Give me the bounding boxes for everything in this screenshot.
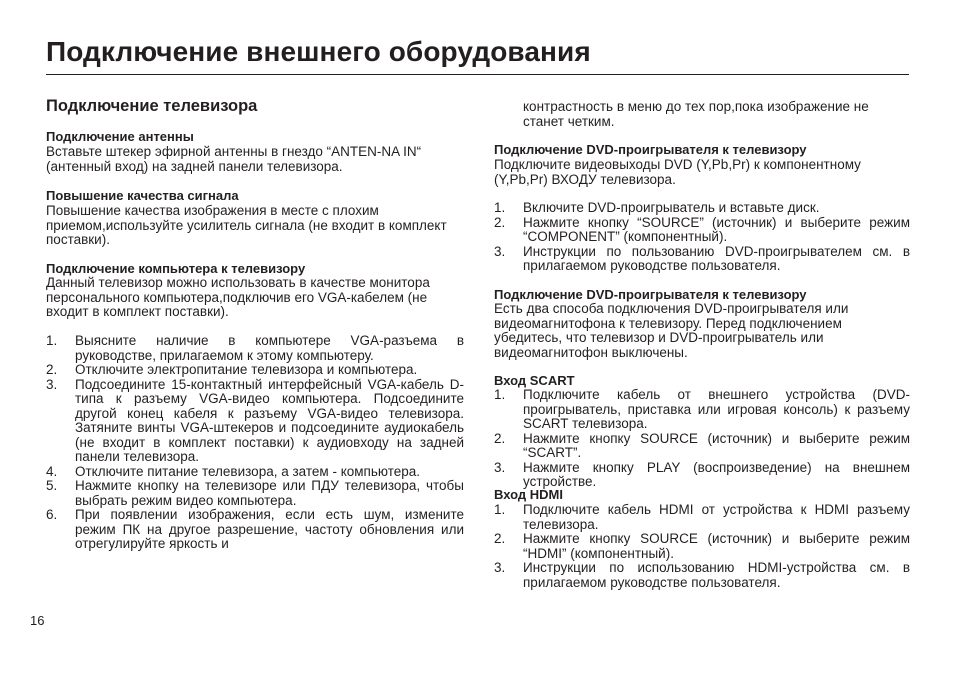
paragraph-dvd-ways: Есть два способа подключения DVD-проигрывателя или видеомагнитофона к телевизору. Перед подключением убедитесь, что телевизор и DVD-проигрыватель или видеомагнитофон выключены.: [494, 301, 849, 360]
list-item: [494, 503, 910, 532]
title-divider: [46, 74, 909, 75]
list-text: Отключите питание телевизора, а затем - компьютера.: [75, 463, 421, 479]
paragraph-signal: Повышение качества изображения в месте с плохим приемом,используйте усилитель сигнала (не входит в комплект поставки).: [46, 203, 447, 247]
list-number: 3.: [494, 243, 506, 259]
list-text: Инструкции по использованию HDMI-устройства см. в прилагаемом руководстве пользователя.: [523, 560, 910, 590]
list-text: Отключите электропитание телевизора и компьютера.: [75, 362, 418, 377]
list-text: Подключите кабель от внешнего устройства (DVD-проигрыватель, приставка или игровая консоль) к разъему SCART телевизора.: [523, 387, 910, 431]
list-item: [46, 378, 464, 465]
list-item: [494, 201, 910, 216]
list-item: [494, 432, 910, 461]
list-item: [46, 508, 464, 552]
heading-dvd-ways: Подключение DVD-проигрывателя к телевизору: [494, 287, 807, 302]
list-item: [46, 465, 464, 480]
scart-steps-list: [494, 388, 910, 490]
list-text: Подключите кабель HDMI от устройства к HDMI разъему телевизора.: [523, 502, 910, 532]
page-title: Подключение внешнего оборудования: [46, 36, 591, 67]
list-number: 1.: [494, 387, 506, 402]
list-number: 1.: [494, 200, 506, 215]
list-text: Выясните наличие в компьютере VGA-разъема в руководстве, прилагаемом к этому компьютеру.: [75, 333, 464, 363]
list-number: 3.: [46, 376, 58, 392]
list-number: 4.: [46, 463, 58, 479]
list-number: 2.: [494, 214, 506, 230]
heading-dvd-component: Подключение DVD-проигрывателя к телевизору: [494, 142, 807, 157]
heading-antenna: Подключение антенны: [46, 129, 194, 144]
pc-steps-list: [46, 334, 464, 552]
list-item: [494, 461, 910, 490]
list-item: [46, 479, 464, 508]
paragraph-dvd-component: Подключите видеовыходы DVD (Y,Pb,Pr) к компонентному (Y,Pb,Pr) ВХОДУ телевизора.: [494, 157, 861, 187]
paragraph-pc: Данный телевизор можно использовать в качестве монитора персонального компьютера,подключив его VGA-кабелем (не входит в комплект поставки).: [46, 275, 430, 319]
list-item: [46, 334, 464, 363]
list-text: Инструкции по пользованию DVD-проигрывателем см. в прилагаемом руководстве пользователя.: [523, 243, 910, 273]
list-item: [494, 216, 910, 245]
list-number: 2.: [46, 362, 58, 377]
list-number: 1.: [494, 502, 506, 517]
heading-hdmi: Вход HDMI: [494, 487, 563, 502]
list-number: 3.: [494, 459, 506, 475]
hdmi-steps-list: [494, 503, 910, 590]
list-number: 1.: [46, 333, 58, 348]
list-text: Нажмите кнопку SOURCE (источник) и выберите режим “SCART”.: [523, 430, 910, 460]
heading-scart: Вход SCART: [494, 373, 575, 388]
list-text: При появлении изображения, если есть шум, измените режим ПК на другое разрешение, частоту обновления или отрегулируйте яркость и: [75, 507, 464, 551]
list-text: Нажмите кнопку PLAY (воспроизведение) на внешнем устройстве.: [523, 459, 910, 489]
heading-signal: Повышение качества сигнала: [46, 188, 239, 203]
dvd-steps-list: [494, 201, 910, 274]
paragraph-continuation: контрастность в меню до тех пор,пока изображение не станет четким.: [523, 99, 869, 129]
list-item: [494, 561, 910, 590]
list-number: 3.: [494, 560, 506, 575]
list-number: 2.: [494, 430, 506, 446]
heading-pc: Подключение компьютера к телевизору: [46, 261, 306, 276]
list-item: [494, 245, 910, 274]
list-text: Нажмите кнопку SOURCE (источник) и выберите режим “HDMI” (компонентный).: [523, 531, 910, 561]
list-text: Включите DVD-проигрыватель и вставьте диск.: [523, 200, 820, 215]
paragraph-antenna: Вставьте штекер эфирной антенны в гнездо “ANTEN-NA IN“ (антенный вход) на задней панели телевизора.: [46, 144, 422, 174]
list-number: 6.: [46, 507, 58, 522]
section-title-tv: Подключение телевизора: [46, 97, 258, 115]
list-item: [494, 388, 910, 432]
list-text: Нажмите кнопку “SOURCE” (источник) и выберите режим “COMPONENT” (компонентный).: [523, 214, 910, 244]
list-item: [46, 363, 464, 378]
list-number: 2.: [494, 531, 506, 546]
page-number: 16: [30, 613, 45, 628]
list-number: 5.: [46, 478, 58, 493]
list-text: Подсоедините 15-контактный интерфейсный VGA-кабель D-типа к разъему VGA-видео компьютера. Подсоедините другой конец кабеля к разъему VGA-видео телевизора. Затяните винты VGA-штекеров и подсоедините аудиокабель (не входит в комплект поставки) к аудиовходу на задней панели телевизора.: [75, 376, 464, 464]
list-text: Нажмите кнопку на телевизоре или ПДУ телевизора, чтобы выбрать режим видео компьютера.: [75, 478, 464, 508]
list-item: [494, 532, 910, 561]
